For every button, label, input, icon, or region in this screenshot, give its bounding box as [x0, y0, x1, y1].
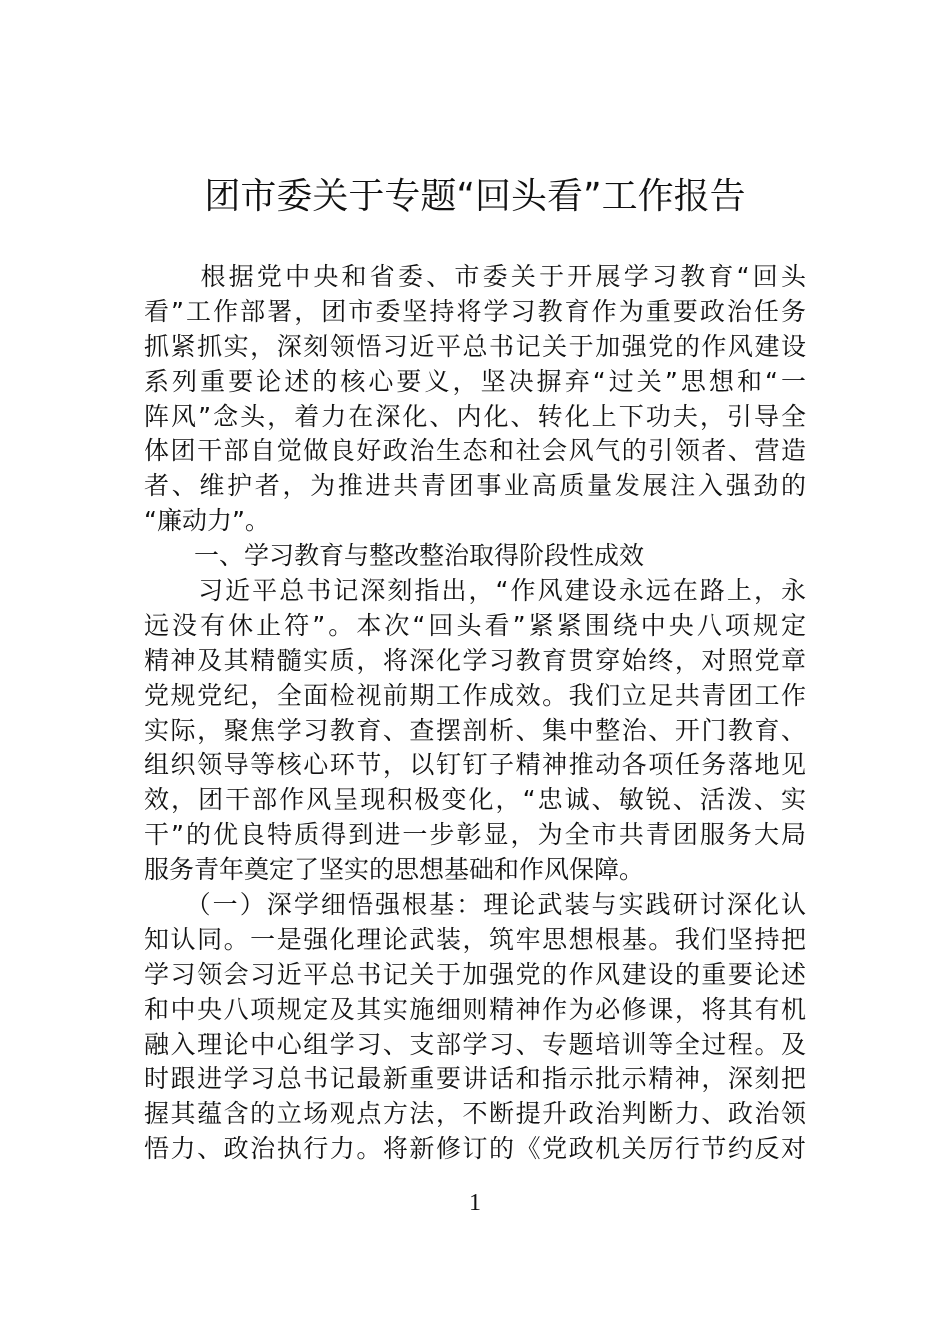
- text-line: 远没有休止符”。本次“回头看”紧紧围绕中央八项规定: [144, 610, 806, 640]
- text-line: 握其蕴含的立场观点方法，不断提升政治判断力、政治领: [144, 1099, 806, 1129]
- text-line: 系列重要论述的核心要义，坚决摒弃“过关”思想和“一: [144, 366, 806, 396]
- text-line: 时跟进学习总书记最新重要讲话和指示批示精神，深刻把: [144, 1064, 806, 1094]
- text-line: 体团干部自觉做良好政治生态和社会风气的引领者、营造: [144, 436, 806, 466]
- text-line: 效，团干部作风呈现积极变化，“忠诚、敏锐、活泼、实: [144, 785, 806, 815]
- text-line: “廉动力”。: [144, 506, 270, 536]
- text-line: 习近平总书记深刻指出，“作风建设永远在路上，永: [144, 576, 806, 606]
- text-line: 看”工作部署，团市委坚持将学习教育作为重要政治任务: [144, 296, 806, 326]
- text-line: 者、维护者，为推进共青团事业高质量发展注入强劲的: [144, 471, 806, 501]
- text-line: 组织领导等核心环节，以钉钉子精神推动各项任务落地见: [144, 750, 806, 780]
- text-line: 一、学习教育与整改整治取得阶段性成效: [144, 541, 645, 571]
- text-line: 和中央八项规定及其实施细则精神作为必修课，将其有机: [144, 994, 806, 1024]
- text-line: 阵风”念头，着力在深化、内化、转化上下功夫，引导全: [144, 401, 806, 431]
- text-line: 服务青年奠定了坚实的思想基础和作风保障。: [144, 855, 645, 885]
- page-number: 1: [469, 1190, 481, 1216]
- document-body: [144, 260, 806, 1167]
- text-line: 融入理论中心组学习、支部学习、专题培训等全过程。及: [144, 1029, 806, 1059]
- text-line: 实际，聚焦学习教育、查摆剖析、集中整治、开门教育、: [144, 715, 806, 745]
- text-line: 学习领会习近平总书记关于加强党的作风建设的重要论述: [144, 959, 806, 989]
- text-line: 知认同。一是强化理论武装，筑牢思想根基。我们坚持把: [144, 924, 806, 954]
- document-title: 团市委关于专题“回头看”工作报告: [204, 176, 746, 217]
- text-line: 精神及其精髓实质，将深化学习教育贯穿始终，对照党章: [144, 645, 806, 675]
- text-line: 党规党纪，全面检视前期工作成效。我们立足共青团工作: [144, 680, 806, 710]
- text-line: 干”的优良特质得到进一步彰显，为全市共青团服务大局: [144, 820, 806, 850]
- text-line: 根据党中央和省委、市委关于开展学习教育“回头: [144, 262, 806, 291]
- text-line: 抓紧抓实，深刻领悟习近平总书记关于加强党的作风建设: [144, 331, 806, 361]
- text-line: （一）深学细悟强根基：理论武装与实践研讨深化认: [144, 890, 806, 920]
- text-line: 悟力、政治执行力。将新修订的《党政机关厉行节约反对: [144, 1134, 806, 1164]
